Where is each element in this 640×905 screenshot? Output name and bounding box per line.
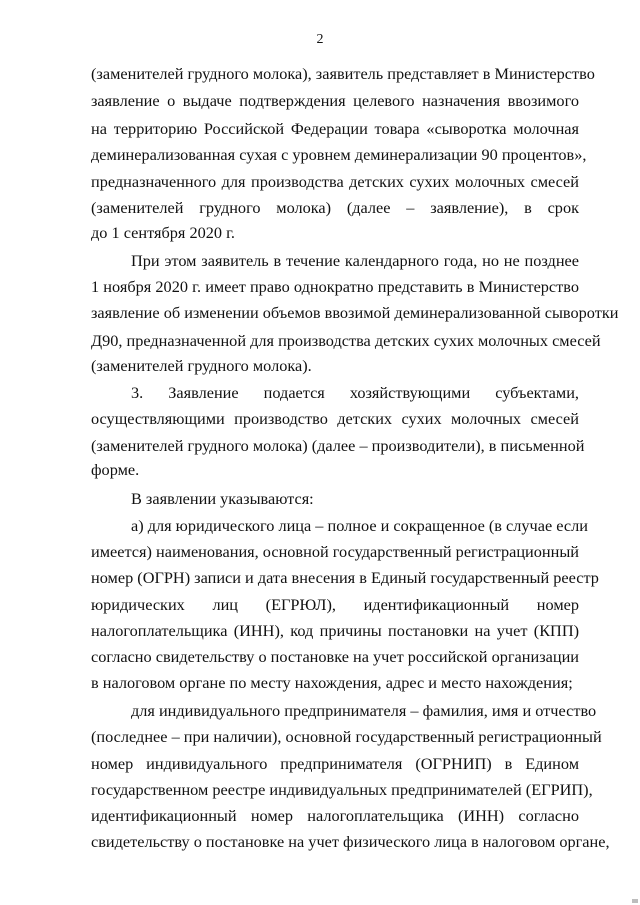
- text-line: осуществляющими производство детских сухих молочных смесей: [91, 409, 579, 428]
- text-line: предназначенного для производства детских сухих молочных смесей: [91, 172, 579, 191]
- text-line: в налоговом органе по месту нахождения, адрес и место нахождения;: [91, 673, 573, 692]
- text-line: налогоплательщика (ИНН), код причины постановки на учет (КПП): [91, 621, 579, 640]
- paragraph-first-line: для индивидуального предпринимателя – фамилия, имя и отчество: [131, 701, 597, 720]
- text-line: (заменителей грудного молока) (далее – заявление), в срок: [91, 198, 579, 217]
- text-line: заявление об изменении объемов ввозимой деминерализованной сыворотки: [91, 303, 619, 322]
- paragraph-first-line: В заявлении указываются:: [131, 489, 314, 508]
- text-line: свидетельству о постановке на учет физического лица в налоговом органе,: [91, 832, 610, 851]
- text-line: деминерализованная сухая с уровнем деминерализации 90 процентов»,: [91, 145, 587, 164]
- text-line: Д90, предназначенной для производства детских сухих молочных смесей: [91, 331, 601, 350]
- text-line: государственном реестре индивидуальных предпринимателей (ЕГРИП),: [91, 780, 593, 799]
- paragraph-first-line: а) для юридического лица – полное и сокращенное (в случае если: [131, 516, 588, 535]
- paragraph-first-line: 3. Заявление подается хозяйствующими субъектами,: [131, 383, 579, 402]
- text-line: заявление о выдаче подтверждения целевого назначения ввозимого: [91, 91, 579, 110]
- text-line: (заменителей грудного молока) (далее – производители), в письменной: [91, 436, 585, 455]
- paragraph-first-line: При этом заявитель в течение календарного года, но не позднее: [131, 251, 579, 270]
- text-line: 1 ноября 2020 г. имеет право однократно представить в Министерство: [91, 277, 579, 296]
- text-line: юридических лиц (ЕГРЮЛ), идентификационный номер: [91, 595, 579, 614]
- text-line: на территорию Российской Федерации товара «сыворотка молочная: [91, 119, 579, 138]
- text-line: (заменителей грудного молока), заявитель представляет в Министерство: [91, 64, 595, 83]
- text-line: имеется) наименования, основной государственный регистрационный: [91, 542, 579, 561]
- text-line: (заменителей грудного молока).: [91, 356, 312, 375]
- text-line: идентификационный номер налогоплательщика (ИНН) согласно: [91, 806, 579, 825]
- text-line: номер индивидуального предпринимателя (ОГРНИП) в Едином: [91, 754, 579, 773]
- page-number: 2: [316, 32, 324, 47]
- text-line: номер (ОГРН) записи и дата внесения в Единый государственный реестр: [91, 568, 599, 587]
- text-line: согласно свидетельству о постановке на учет российской организации: [91, 647, 579, 666]
- scan-artifact: [632, 899, 638, 903]
- text-line: до 1 сентября 2020 г.: [91, 223, 235, 242]
- text-line: форме.: [91, 460, 140, 479]
- text-line: (последнее – при наличии), основной государственный регистрационный: [91, 727, 602, 746]
